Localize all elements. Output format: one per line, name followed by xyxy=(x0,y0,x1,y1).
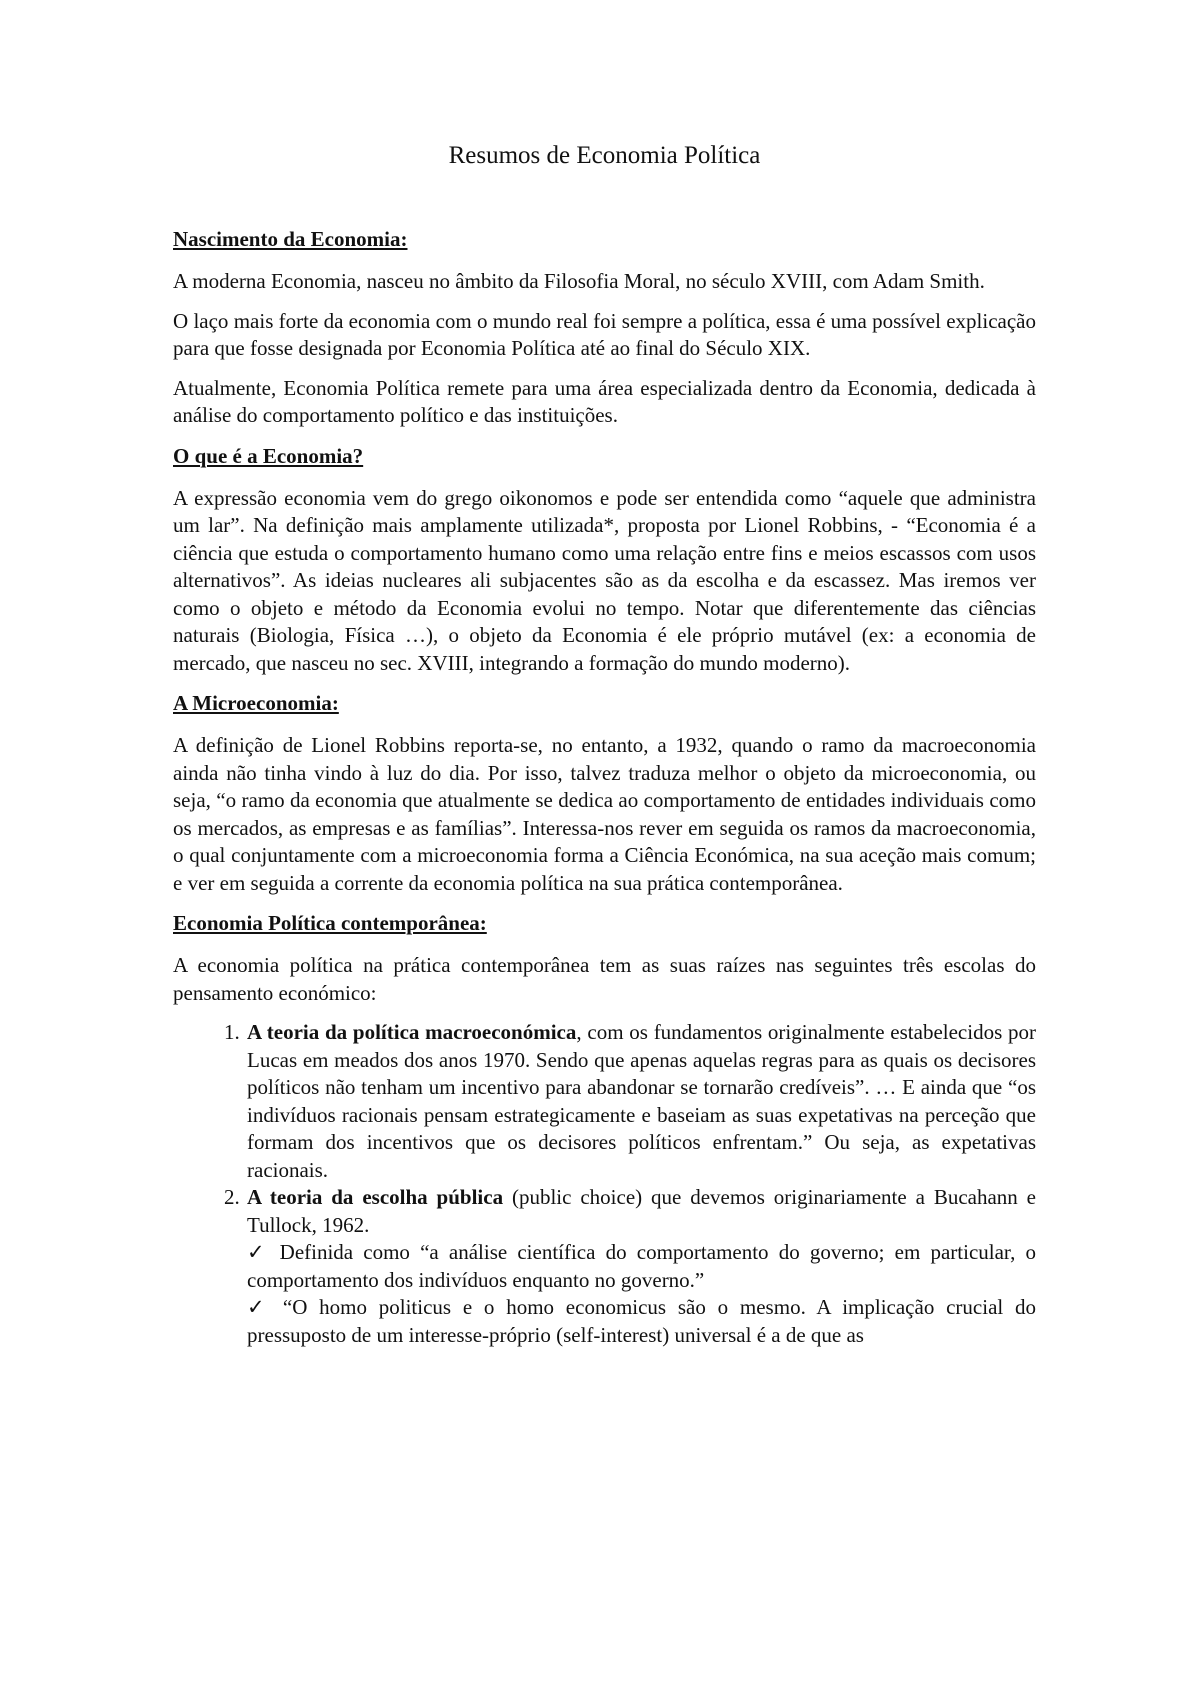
paragraph: A economia política na prática contemporânea tem as suas raízes nas seguintes três escolas do pensamento económico: xyxy=(173,953,1036,1005)
paragraph: Atualmente, Economia Política remete para uma área especializada dentro da Economia, dedicada à análise do comportamento político e das instituições. xyxy=(173,375,1036,427)
list-item xyxy=(245,1184,1036,1349)
section-heading-o-que-e: O que é a Economia? xyxy=(173,443,364,468)
document-title: Resumos de Economia Política xyxy=(448,142,761,169)
list-item-text: (public choice) que devemos originariamente a Bucahann e Tullock, 1962. xyxy=(247,1185,1036,1237)
paragraph: O laço mais forte da economia com o mundo real foi sempre a política, essa é uma possível explicação para que fosse designada por Economia Política até ao final do Século XIX. xyxy=(173,308,1036,360)
paragraph: A expressão economia vem do grego oikonomos e pode ser entendida como “aquele que administra um lar”. Na definição mais amplamente utilizada*, proposta por Lionel Robbins, - “Economia é a ciência que estuda o comportamento humano como uma relação entre fins e meios escassos com usos alternativos”. As ideias nucleares ali subjacentes são as da escolha e da escassez. Mas iremos ver como o objeto e método da Economia evolui no tempo. Notar que diferentemente das ciências naturais (Biologia, Física …), o objeto da Economia é ele próprio mutável (ex: a economia de mercado, que nasceu no sec. XVIII, integrando a formação do mundo moderno). xyxy=(173,485,1036,675)
section-heading-nascimento: Nascimento da Economia: xyxy=(173,227,408,251)
paragraph: A moderna Economia, nasceu no âmbito da Filosofia Moral, no século XVIII, com Adam Smith. xyxy=(173,269,985,293)
checkmark-sub-item: ✓ Definida como “a análise científica do comportamento do governo; em particular, o comportamento dos indivíduos enquanto no governo.” xyxy=(247,1240,1036,1292)
theories-list xyxy=(173,1019,1036,1349)
list-item-term: A teoria da política macroeconómica xyxy=(247,1020,577,1044)
list-item xyxy=(245,1019,1036,1184)
section-heading-microeconomia: A Microeconomia: xyxy=(173,691,339,715)
list-item-term: A teoria da escolha pública xyxy=(247,1185,504,1209)
section-heading-economia-politica: Economia Política contemporânea: xyxy=(173,911,487,935)
paragraph: A definição de Lionel Robbins reporta-se, no entanto, a 1932, quando o ramo da macroeconomia ainda não tinha vindo à luz do dia. Por isso, talvez traduza melhor o objeto da microeconomia, ou seja, “o ramo da economia que atualmente se dedica ao comportamento de entidades individuais como os mercados, as empresas e as famílias”. Interessa-nos rever em seguida os ramos da macroeconomia, o qual conjuntamente com a microeconomia forma a Ciência Económica, na sua aceção mais comum; e ver em seguida a corrente da economia política na sua prática contemporânea. xyxy=(173,733,1036,895)
list-item-text: , com os fundamentos originalmente estabelecidos por Lucas em meados dos anos 1970. Sendo que apenas aquelas regras para as quais os decisores políticos não tenham um incentivo para abandonar se tornarão credíveis”. … E ainda que “os indivíduos racionais pensam estrategicamente e baseiam as suas expetativas na perceção que formam dos incentivos que os decisores políticos enfrentam.” Ou seja, as expetativas racionais. xyxy=(247,1020,1036,1182)
checkmark-sub-item: ✓ “O homo politicus e o homo economicus são o mesmo. A implicação crucial do pressuposto de um interesse-próprio (self-interest) universal é a de que as xyxy=(247,1295,1036,1347)
